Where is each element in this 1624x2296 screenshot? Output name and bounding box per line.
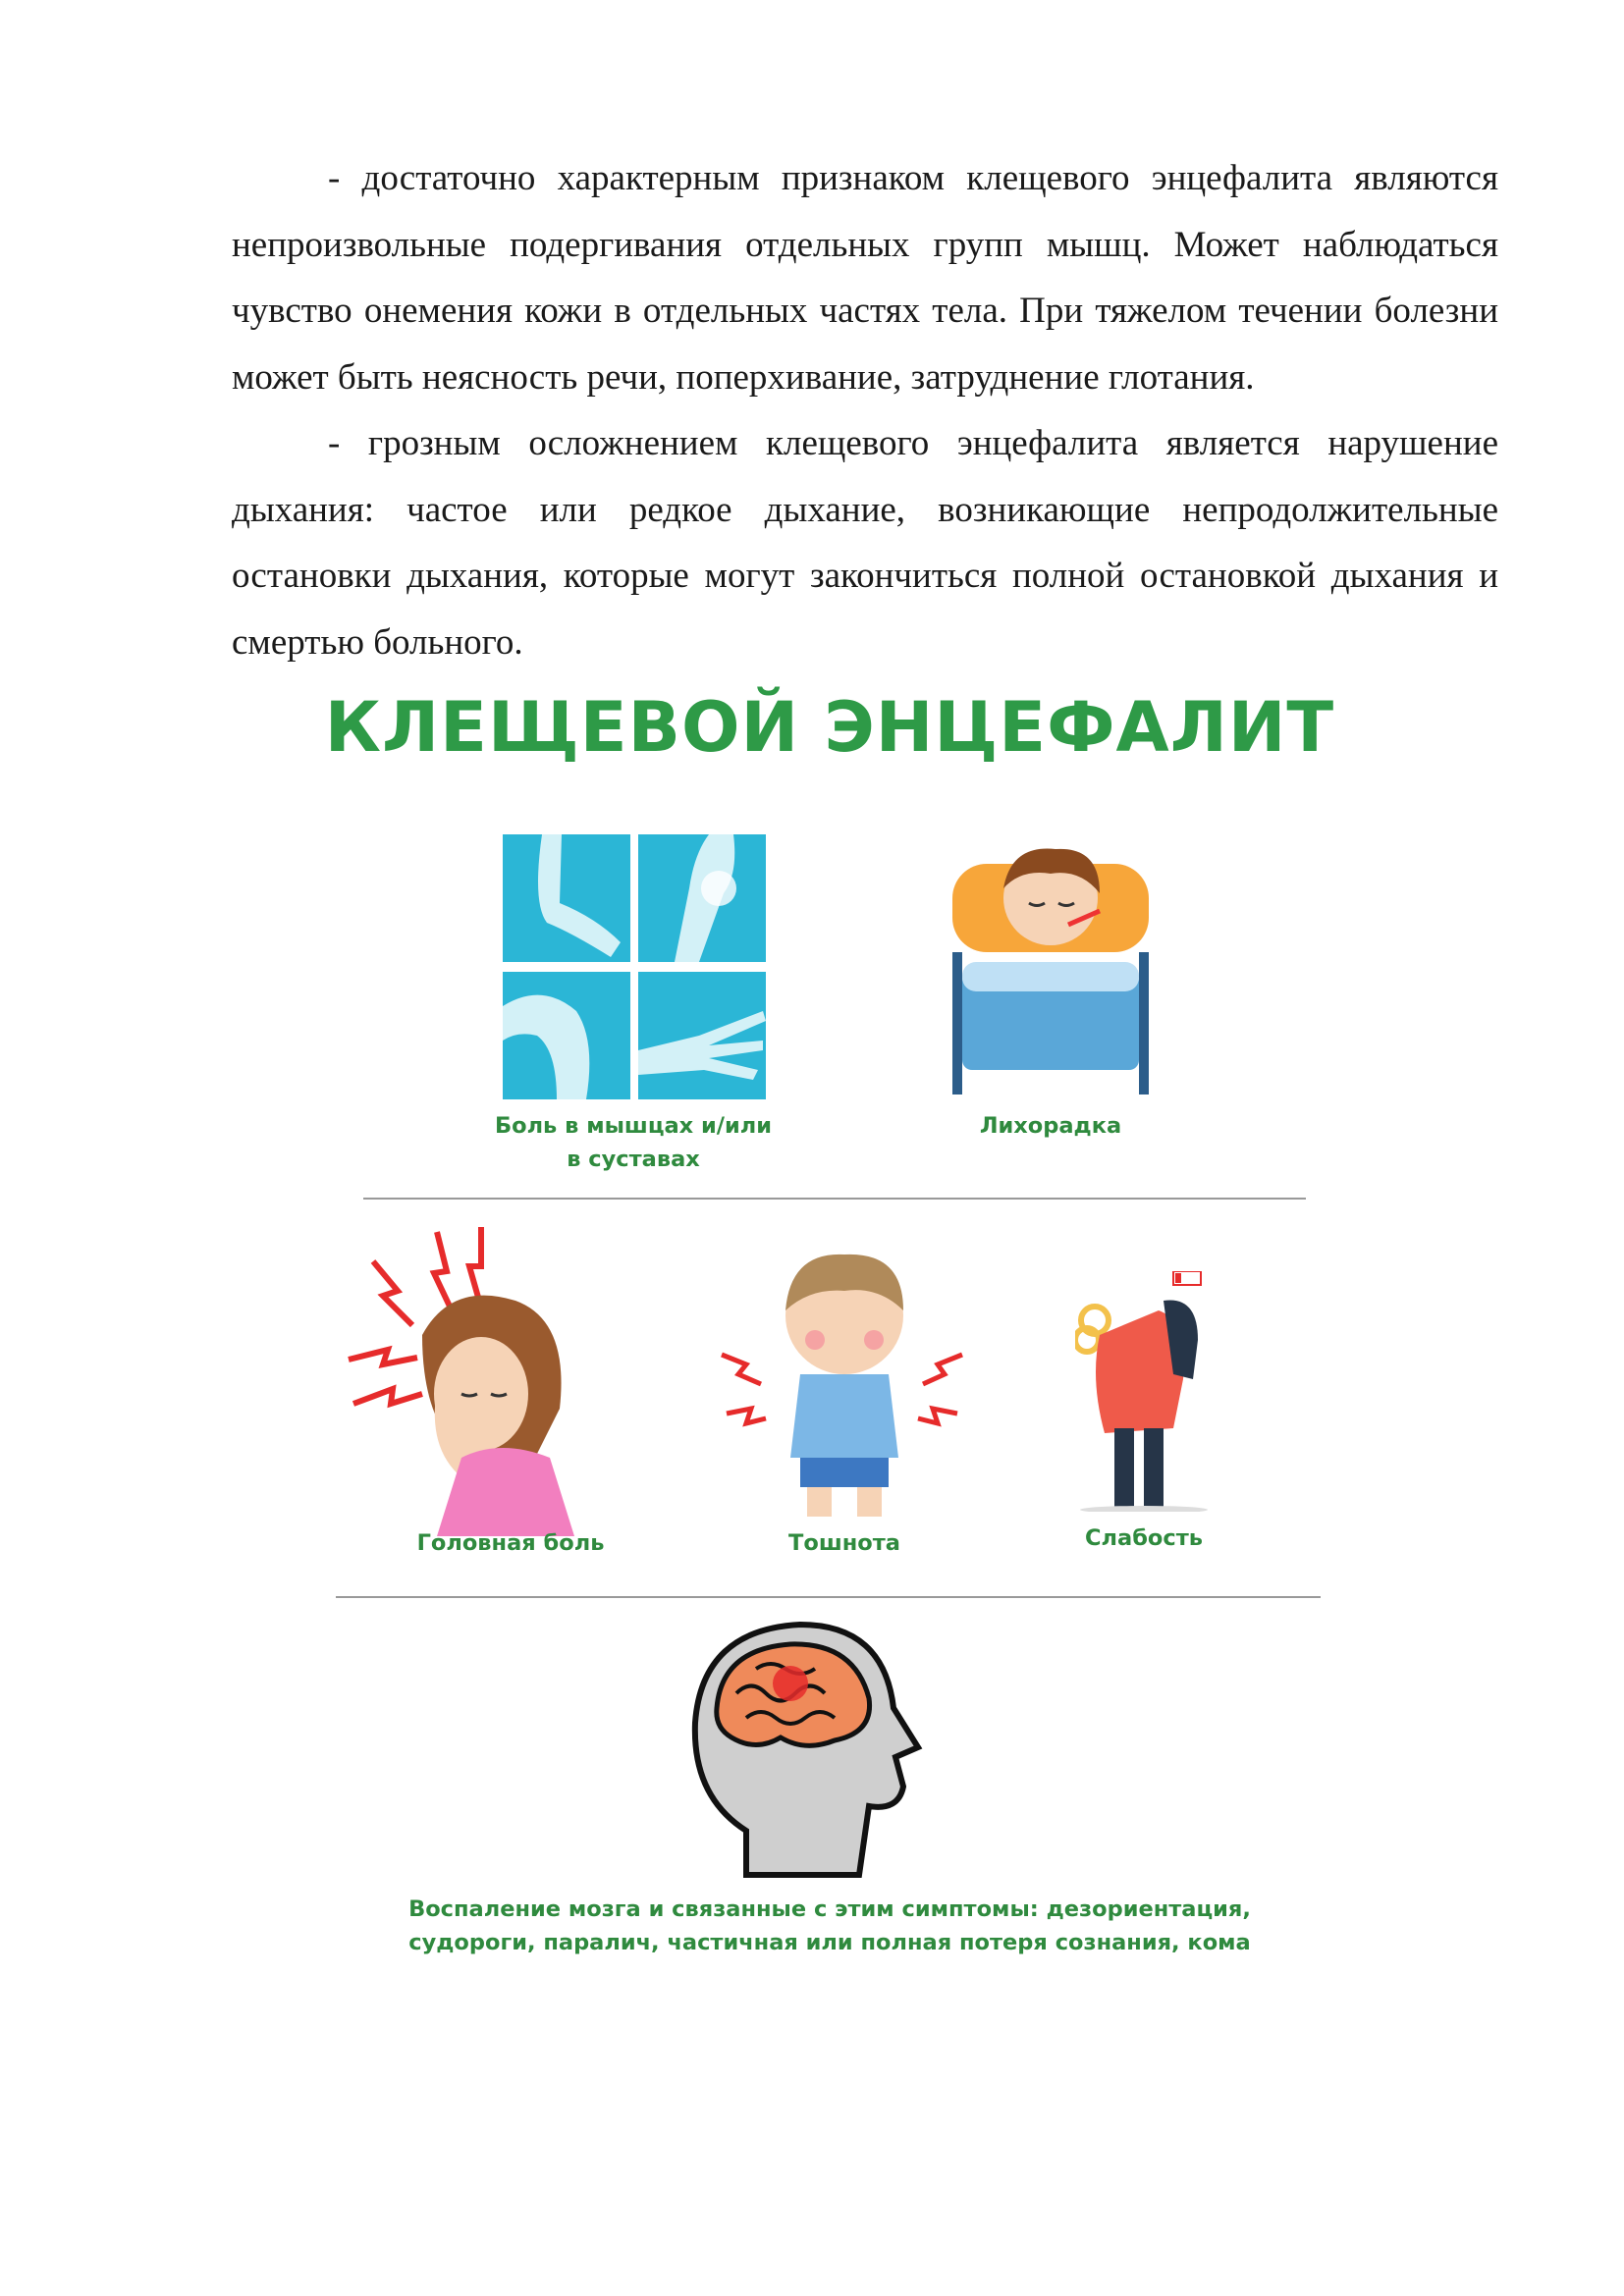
caption-nausea: Тошнота	[788, 1530, 900, 1556]
weakness-person-icon	[1075, 1271, 1213, 1512]
fever-in-bed-icon	[952, 834, 1149, 1099]
caption-fever: Лихорадка	[979, 1113, 1122, 1139]
xray-joints-icon	[503, 834, 766, 1099]
caption-brain-inflammation: Воспаление мозга и связанные с этим симптомы: дезориентация, судороги, паралич, частичная или полная потеря сознания, кома	[408, 1896, 1251, 1955]
divider-1	[363, 1198, 1306, 1200]
caption-muscle-pain: Боль в мышцах и/или в суставах	[494, 1113, 773, 1172]
infographic	[324, 687, 1335, 1983]
headache-girl-icon	[344, 1222, 628, 1536]
paragraph-breathing: - грозным осложнением клещевого энцефалита является нарушение дыхания: частое или редкое дыхание, возникающие непродолжительные остановки дыхания, которые могут закончиться полной остановкой дыхания и смертью больного.	[232, 423, 1498, 663]
divider-2	[336, 1596, 1321, 1598]
paragraph-twitching: - достаточно характерным признаком клещевого энцефалита являются непроизвольные подергивания отдельных групп мышц. Может наблюдаться чувство онемения кожи в отдельных частях тела. При тяжелом течении болезни может быть неясность речи, поперхивание, затруднение глотания.	[232, 158, 1498, 398]
nausea-boy-icon	[717, 1247, 972, 1517]
infographic-title: КЛЕЩЕВОЙ ЭНЦЕФАЛИТ	[324, 687, 1335, 768]
caption-headache: Головная боль	[416, 1530, 605, 1556]
inflamed-brain-head-icon	[687, 1615, 923, 1880]
caption-weakness: Слабость	[1085, 1525, 1203, 1551]
